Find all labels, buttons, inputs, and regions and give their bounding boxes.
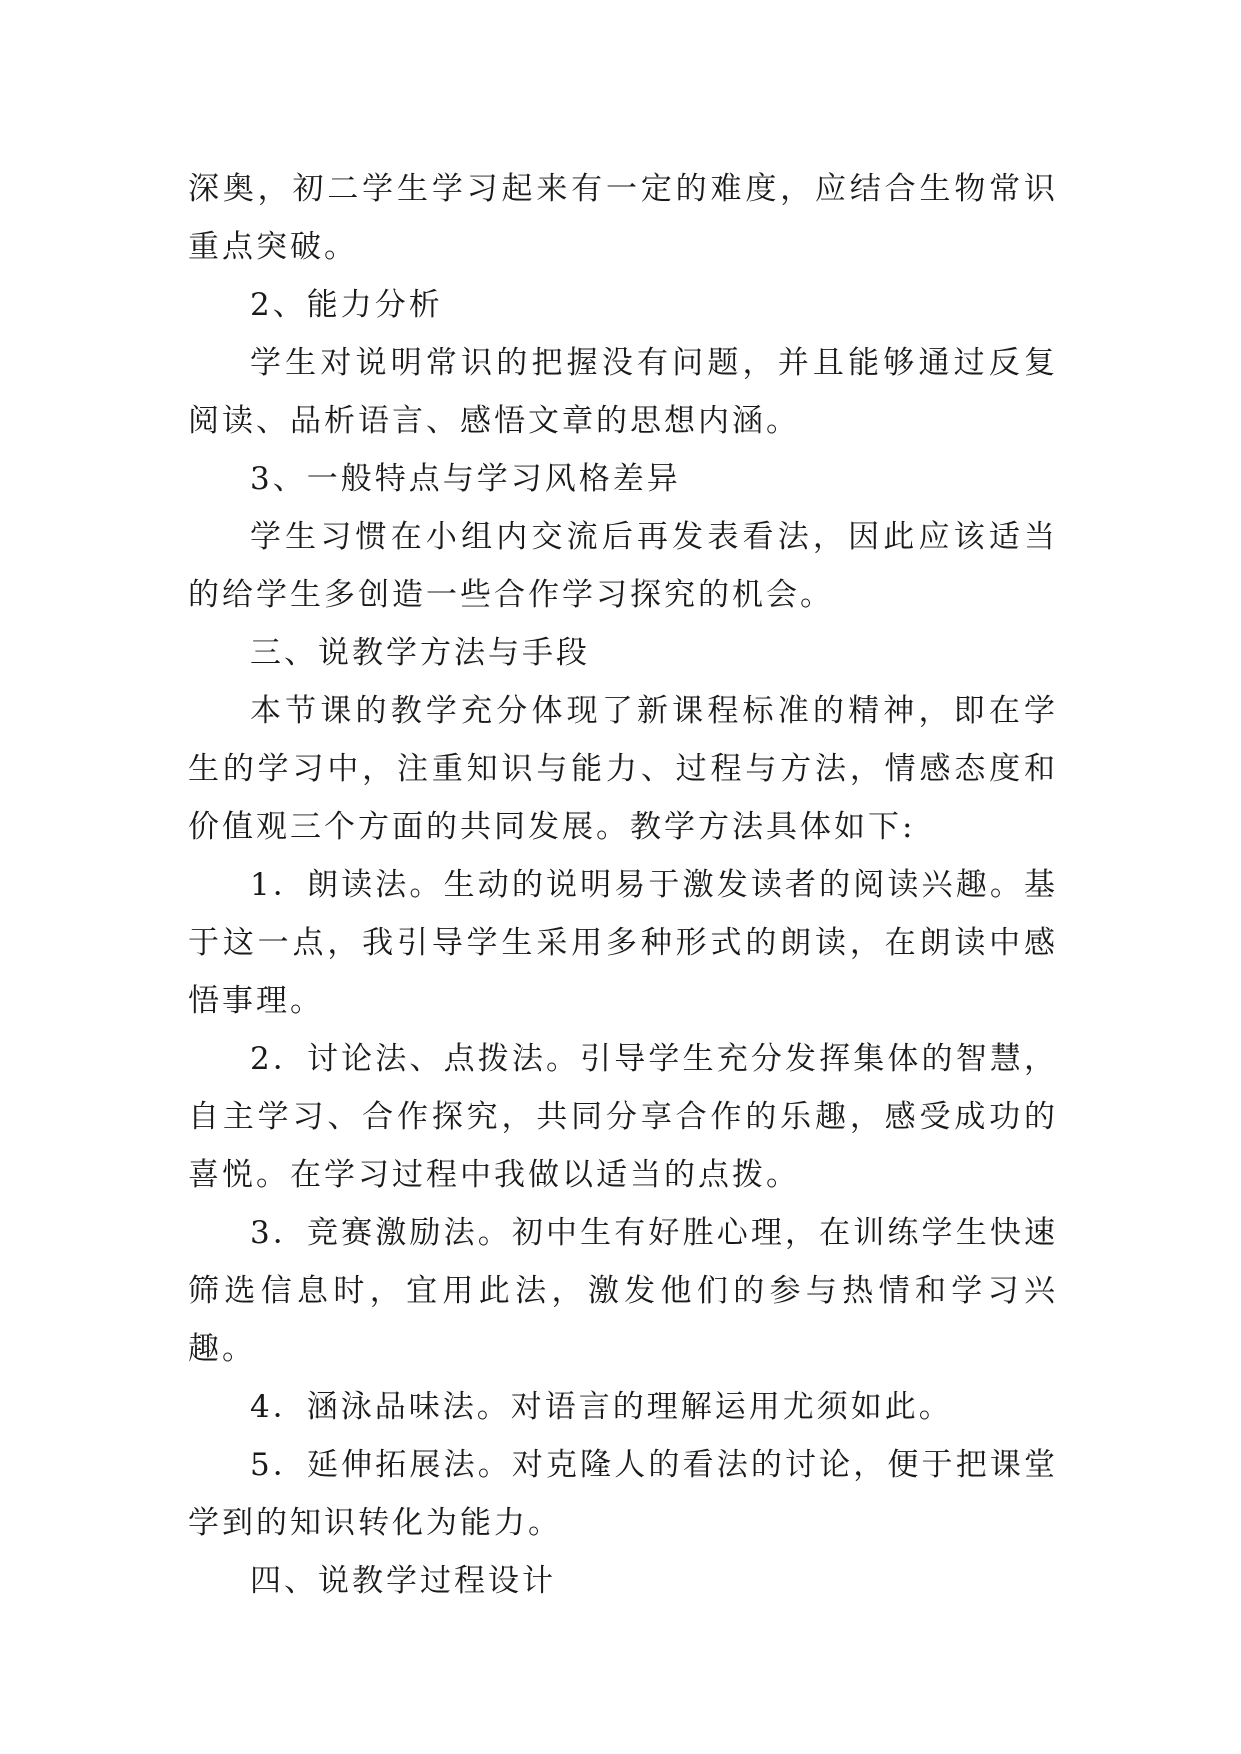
paragraph-teaching-methods-intro: 本节课的教学充分体现了新课程标准的精神，即在学生的学习中，注重知识与能力、过程与方法，情感态度和价值观三个方面的共同发展。教学方法具体如下:: [188, 693, 1058, 845]
section-heading-teaching-methods: 三、说教学方法与手段: [250, 635, 590, 671]
paragraph-continuation: 深奥，初二学生学习起来有一定的难度，应结合生物常识重点突破。: [188, 171, 1058, 265]
list-item-extension-method: 5．延伸拓展法。对克隆人的看法的讨论，便于把课堂学到的知识转化为能力。: [188, 1447, 1058, 1541]
paragraph-ability-analysis: 学生对说明常识的把握没有问题，并且能够通过反复阅读、品析语言、感悟文章的思想内涵。: [188, 345, 1058, 439]
list-item-discussion-method: 2．讨论法、点拨法。引导学生充分发挥集体的智慧，自主学习、合作探究，共同分享合作的乐趣，感受成功的喜悦。在学习过程中我做以适当的点拨。: [188, 1041, 1058, 1193]
list-item-reading-method: 1．朗读法。生动的说明易于激发读者的阅读兴趣。基于这一点，我引导学生采用多种形式的朗读，在朗读中感悟事理。: [188, 867, 1058, 1019]
section-heading-teaching-process: 四、说教学过程设计: [250, 1563, 556, 1599]
section-heading-learning-style: 3、一般特点与学习风格差异: [250, 461, 681, 497]
section-heading-ability-analysis: 2、能力分析: [250, 287, 443, 323]
list-item-competition-method: 3．竞赛激励法。初中生有好胜心理，在训练学生快速筛选信息时，宜用此法，激发他们的参与热情和学习兴趣。: [188, 1215, 1058, 1367]
paragraph-learning-style: 学生习惯在小组内交流后再发表看法，因此应该适当的给学生多创造一些合作学习探究的机会。: [188, 519, 1058, 613]
document-page: [188, 160, 1058, 1610]
list-item-savoring-method: 4．涵泳品味法。对语言的理解运用尤须如此。: [250, 1389, 953, 1425]
